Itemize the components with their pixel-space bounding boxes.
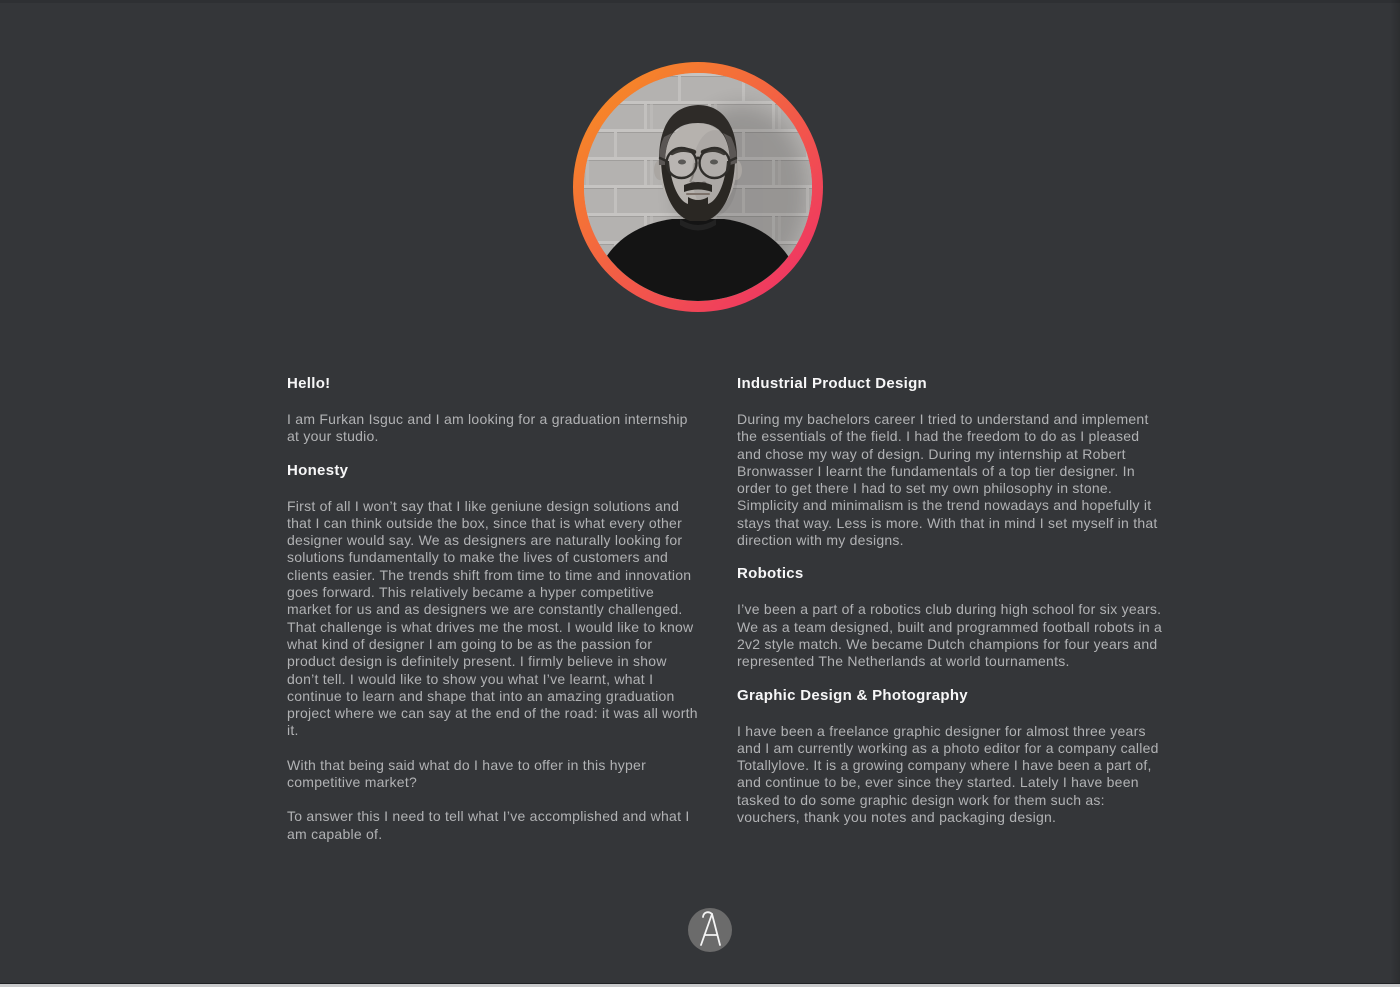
section-heading-robotics: Robotics	[737, 565, 804, 583]
paragraph-honesty-3: To answer this I need to tell what I’ve accomplished and what I am capable of.	[287, 808, 690, 842]
bottom-edge-line	[0, 983, 1400, 987]
monogram-a-icon	[688, 908, 732, 952]
paragraph-industrial-product-design: During my bachelors career I tried to understand and implement the essentials of the field. I had the freedom to do as I pleased and chose my way of design. During my internship at Robert Bronwasser I learnt the fundamentals of a top tier designer. In order to get there I had to set my own philosophy in stone. Simplicity and minimalism is the trend nowadays and hopefully it stays that way. Less is more. With that in mind I set myself in that direction with my designs.	[737, 411, 1158, 549]
right-edge-shadow	[1390, 0, 1400, 984]
section-heading-honesty: Honesty	[287, 461, 349, 479]
avatar	[584, 73, 812, 301]
section-heading-hello: Hello!	[287, 375, 331, 392]
paragraph-graphic-design-photography: I have been a freelance graphic designer for almost three years and I am currently working as a photo editor for a company called Totallylove. It is a growing company where I have been a part of, and continue to be, ever since they started. Lately I have been tasked to do some graphic design work for them such as: vouchers, thank you notes and packaging design.	[737, 722, 1159, 826]
paragraph-honesty-2: With that being said what do I have to offer in this hyper competitive market?	[287, 756, 646, 791]
avatar-gradient-ring	[573, 62, 823, 312]
paragraph-robotics: I’ve been a part of a robotics club during high school for six years. We as a team designed, built and programmed football robots in a 2v2 style match. We became Dutch champions for four years and represented The Netherlands at world tournaments.	[737, 601, 1163, 670]
left-column	[287, 376, 702, 860]
portrait-illustration	[584, 73, 812, 301]
section-heading-industrial-product-design: Industrial Product Design	[737, 375, 928, 392]
right-column	[737, 376, 1165, 843]
top-edge-line	[0, 0, 1400, 3]
section-heading-graphic-design-photography: Graphic Design & Photography	[737, 686, 968, 704]
paragraph-intro: I am Furkan Isguc and I am looking for a graduation internship at your studio.	[287, 411, 688, 445]
paragraph-honesty-1: First of all I won’t say that I like geniune design solutions and that I can think outside the box, since that is what every other designer would say. We as designers are naturally looking for solutions fundamentally to make the lives of customers and clients easier. The trends shift from time to time and innovation goes forward. This relatively became a hyper competitive market for us and as designers we are constantly challenged. That challenge is what drives me the most. I would like to know what kind of designer I am going to be as the passion for product design is definitely present. I firmly believe in show don’t tell. I would like to show you what I’ve learnt, what I continue to learn and shape that into an amazing graduation project where we can say at the end of the road: it was all worth it.	[287, 497, 698, 739]
footer-logo-button[interactable]	[688, 908, 732, 952]
